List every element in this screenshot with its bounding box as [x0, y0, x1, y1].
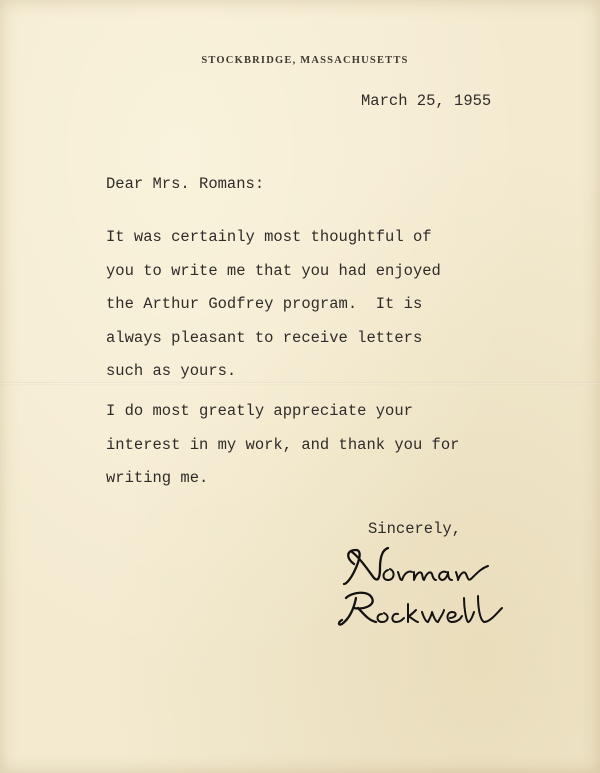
body-line: always pleasant to receive letters — [106, 328, 423, 347]
letterhead: STOCKBRIDGE, MASSACHUSETTS — [201, 55, 409, 66]
closing: Sincerely, — [368, 520, 462, 538]
body-line: It was certainly most thoughtful of — [106, 228, 432, 246]
body-line: the Arthur Godfrey program. It is — [106, 295, 423, 313]
salutation: Dear Mrs. Romans: — [106, 175, 265, 193]
body-line: writing me. — [106, 469, 209, 487]
body-line: such as yours. — [106, 362, 237, 380]
letter-date: March 25, 1955 — [361, 92, 492, 110]
handwritten-signature — [332, 538, 532, 638]
body-paragraph-2 — [106, 401, 459, 502]
body-line: I do most greatly appreciate your — [106, 402, 413, 420]
body-line: interest in my work, and thank you for — [106, 435, 460, 454]
body-line: you to write me that you had enjoyed — [106, 261, 441, 280]
body-paragraph-1 — [106, 227, 441, 395]
